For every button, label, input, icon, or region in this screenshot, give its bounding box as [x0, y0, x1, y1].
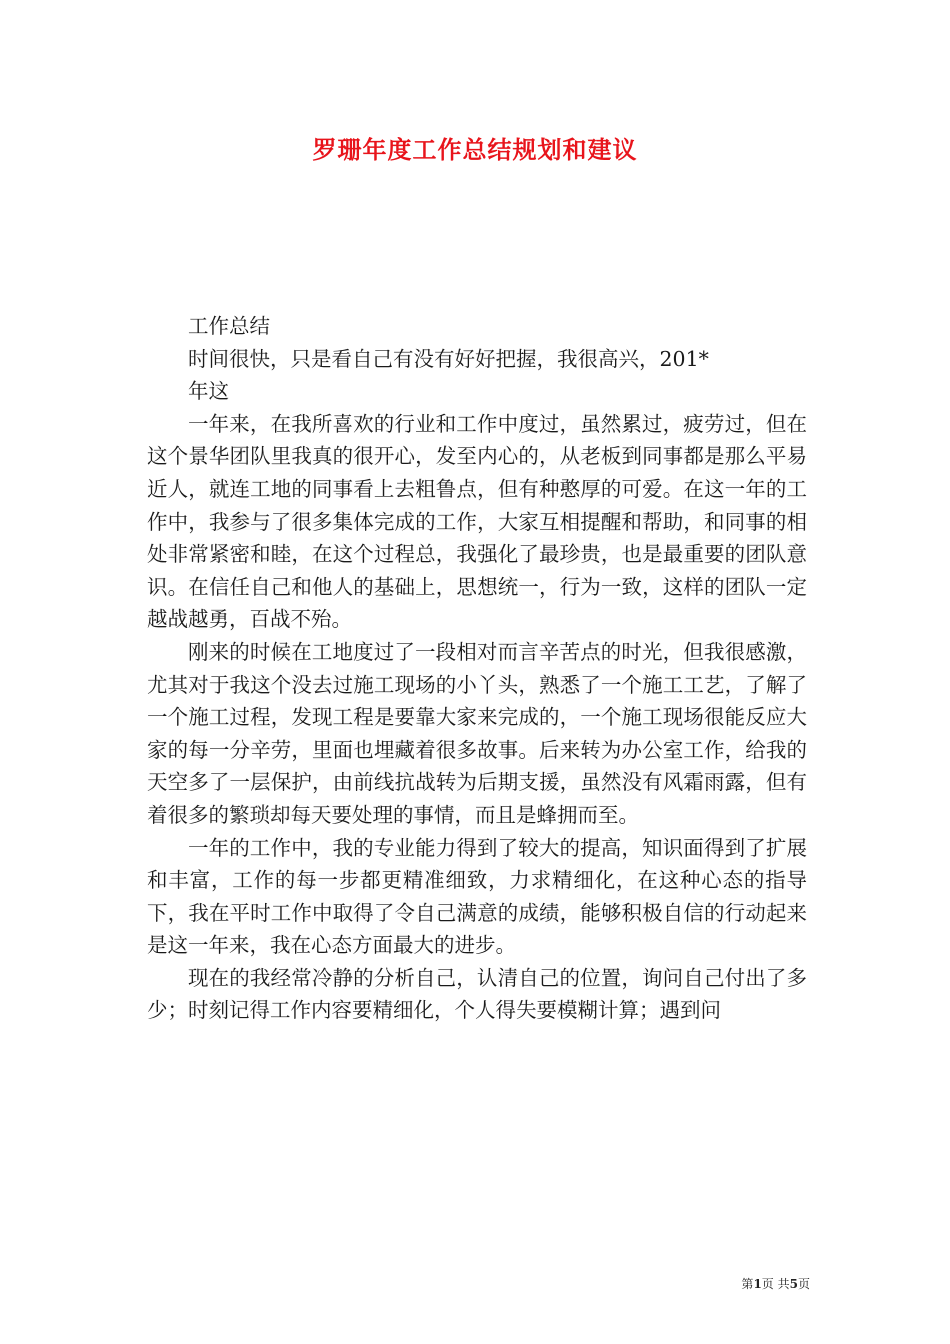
footer-total-pages: 5	[789, 1277, 798, 1291]
paragraph-intro: 时间很快，只是看自己有没有好好把握，我很高兴，201*	[188, 346, 709, 371]
footer-middle: 页 共	[761, 1277, 790, 1291]
paragraph: 刚来的时候在工地度过了一段相对而言辛苦点的时光，但我很感激，尤其对于我这个没去过施工现场的小丫头，熟悉了一个施工工艺，了解了一个施工过程，发现工程是要靠大家来完成的，一个施工现场很能反应大家的每一分辛劳，里面也埋藏着很多故事。后来转为办公室工作，给我的天空多了一层保护，由前线抗战转为后期支援，虽然没有风霜雨露，但有着很多的繁琐却每天要处理的事情，而且是蜂拥而至。	[147, 639, 807, 827]
footer-suffix: 页	[797, 1277, 810, 1291]
document-title: 罗珊年度工作总结规划和建议	[312, 135, 638, 164]
page-number-footer	[690, 1275, 810, 1292]
paragraph: 一年来，在我所喜欢的行业和工作中度过，虽然累过，疲劳过，但在这个景华团队里我真的很开心，发至内心的，从老板到同事都是那么平易近人，就连工地的同事看上去粗鲁点，但有种憨厚的可爱。在这一年的工作中，我参与了很多集体完成的工作，大家互相提醒和帮助，和同事的相处非常紧密和睦，在这个过程总，我强化了最珍贵，也是最重要的团队意识。在信任自己和他人的基础上，思想统一，行为一致，这样的团队一定越战越勇，百战不殆。	[147, 411, 807, 632]
document-body	[147, 310, 807, 1027]
paragraph-heading: 工作总结	[188, 314, 270, 338]
footer-page-number: 1	[753, 1277, 762, 1291]
footer-prefix: 第	[741, 1277, 754, 1291]
paragraph: 一年的工作中，我的专业能力得到了较大的提高，知识面得到了扩展和丰富，工作的每一步都更精准细致，力求精细化，在这种心态的指导下，我在平时工作中取得了令自己满意的成绩，能够积极自信的行动起来是这一年来，我在心态方面最大的进步。	[147, 835, 807, 958]
paragraph: 现在的我经常冷静的分析自己，认清自己的位置，询问自己付出了多少；时刻记得工作内容要精细化，个人得失要模糊计算；遇到问	[147, 965, 807, 1023]
paragraph-intro-cont: 年这	[188, 379, 229, 404]
